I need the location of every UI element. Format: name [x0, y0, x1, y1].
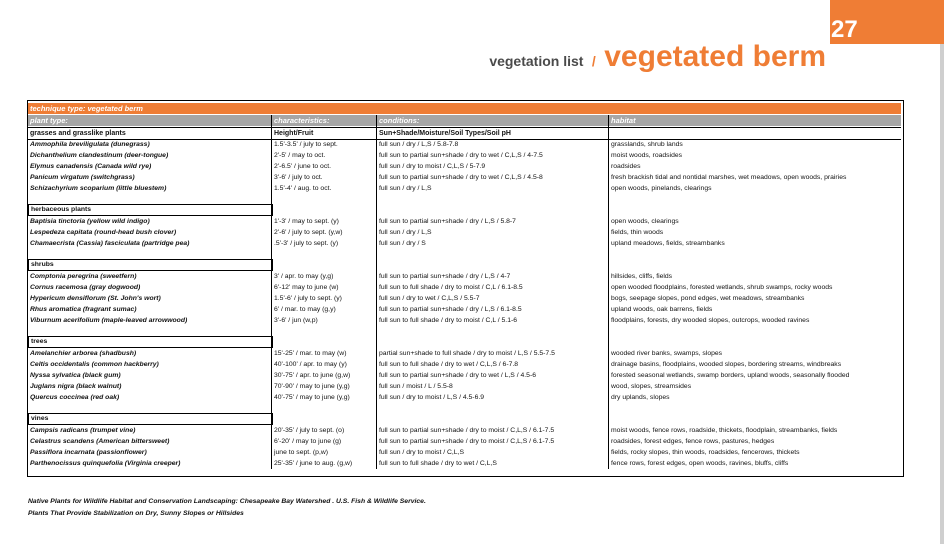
characteristics-cell: 6'-12' may to june (w)	[274, 284, 339, 291]
plant-name-cell: Schizachyrium scoparium (little bluestem)	[30, 185, 167, 192]
table-row	[28, 139, 901, 150]
characteristics-cell: 25'-35' / june to aug. (g,w)	[274, 460, 353, 467]
habitat-cell: roadsides	[611, 163, 641, 170]
plant-name-cell: Rhus aromatica (fragrant sumac)	[30, 306, 137, 313]
col-characteristics: characteristics:	[274, 116, 330, 125]
conditions-cell: full sun to partial sun+shade / dry to moist / C,L,S / 6.1-7.5	[379, 427, 555, 434]
conditions-cell: full sun / dry to moist / C,L,S / 5-7.9	[379, 163, 486, 170]
habitat-cell: wooded river banks, swamps, slopes	[611, 350, 723, 357]
characteristics-cell: june to sept. (p,w)	[274, 449, 329, 456]
characteristics-cell: 40'-75' / may to june (y,g)	[274, 394, 350, 401]
characteristics-cell: 6'-20' / may to june (g)	[274, 438, 342, 445]
conditions-cell: full sun / moist / L / 5.5-8	[379, 383, 453, 390]
conditions-cell: full sun to partial sun+shade / dry / L,S / 5.8-7	[379, 218, 516, 225]
plant-name-cell: Amelanchier arborea (shadbush)	[30, 350, 137, 357]
characteristics-cell: 1.5'-3.5' / july to sept.	[274, 141, 338, 148]
table-row	[28, 183, 901, 194]
plant-name-cell: Comptonia peregrina (sweetfern)	[30, 273, 137, 280]
habitat-cell: fresh brackish tidal and nontidal marshes, wet meadows, open woods, prairies	[611, 174, 847, 181]
page-number: 27	[831, 16, 858, 43]
conditions-cell: full sun to partial sun+shade / dry to moist / C,L,S / 6.1-7.5	[379, 438, 555, 445]
table-row	[28, 150, 901, 161]
conditions-cell: full sun to partial sun+shade / dry to wet / C,L,S / 4-7.5	[379, 152, 543, 159]
col-conditions: conditions:	[379, 116, 420, 125]
plant-name-cell: Parthenocissus quinquefolia (Virginia creeper)	[30, 460, 181, 467]
plant-name-cell: Dichanthelium clandestinum (deer-tongue)	[30, 152, 169, 159]
characteristics-cell: 3'-6' / july to oct.	[274, 174, 323, 181]
table-row	[28, 392, 901, 403]
column-header-row	[28, 115, 901, 126]
conditions-cell: full sun to full shade / dry to wet / C,L,S	[379, 460, 497, 467]
plant-name-cell: Hypericum densiflorum (St. John's wort)	[30, 295, 161, 302]
group-label-text: herbaceous plants	[31, 206, 92, 213]
characteristics-cell: 2'-6.5' / june to oct.	[274, 163, 332, 170]
footnote-caption: Plants That Provide Stabilization on Dry, Sunny Slopes or Hillsides	[28, 510, 244, 517]
plant-name-cell: Juglans nigra (black walnut)	[30, 383, 122, 390]
table-row	[28, 425, 901, 436]
habitat-cell: drainage basins, floodplains, wooded slopes, bordering streams, windbreaks	[611, 361, 842, 368]
habitat-cell: fence rows, forest edges, open woods, ravines, bluffs, cliffs	[611, 460, 789, 467]
subheader-group: grasses and grasslike plants	[30, 130, 126, 137]
group-label	[28, 413, 273, 425]
plant-name-cell: Lespedeza capitata (round-head bush clover)	[30, 229, 177, 236]
col-habitat: habitat	[611, 116, 636, 125]
conditions-cell: full sun / dry to wet / C,L,S / 5.5-7	[379, 295, 480, 302]
conditions-cell: full sun / dry / S	[379, 240, 426, 247]
section-label: vegetation list	[489, 53, 584, 69]
plant-name-cell: Panicum virgatum (switchgrass)	[30, 174, 135, 181]
conditions-cell: full sun / dry / L,S	[379, 229, 432, 236]
table-row	[28, 381, 901, 392]
habitat-cell: grasslands, shrub lands	[611, 141, 683, 148]
table-row	[28, 348, 901, 359]
conditions-cell: full sun / dry to moist / L,S / 4.5-6.9	[379, 394, 485, 401]
table-row	[28, 293, 901, 304]
group-label	[28, 204, 273, 216]
characteristics-cell: 30'-75' / apr. to june (g,w)	[274, 372, 351, 379]
habitat-cell: hillsides, cliffs, fields	[611, 273, 673, 280]
column-divider	[271, 115, 272, 469]
habitat-cell: roadsides, forest edges, fence rows, pastures, hedges	[611, 438, 775, 445]
habitat-cell: upland woods, oak barrens, fields	[611, 306, 713, 313]
table-row	[28, 172, 901, 183]
characteristics-cell: 1'-3' / may to sept. (y)	[274, 218, 339, 225]
conditions-cell: full sun to full shade / dry to moist / C,L / 6.1-8.5	[379, 284, 523, 291]
characteristics-cell: 40'-100' / apr. to may (y)	[274, 361, 347, 368]
conditions-cell: full sun / dry / L,S	[379, 185, 432, 192]
table-row	[28, 447, 901, 458]
title-main: vegetated berm	[604, 40, 826, 73]
characteristics-cell: 1.5'-6' / july to sept. (y)	[274, 295, 342, 302]
table-row	[28, 282, 901, 293]
plant-name-cell: Quercus coccinea (red oak)	[30, 394, 120, 401]
table-row	[28, 359, 901, 370]
habitat-cell: open woods, pinelands, clearings	[611, 185, 712, 192]
table-row	[28, 304, 901, 315]
plant-name-cell: Celastrus scandens (American bittersweet)	[30, 438, 170, 445]
conditions-cell: full sun / dry / L,S / 5.8-7.8	[379, 141, 459, 148]
plant-name-cell: Celtis occidentalis (common hackberry)	[30, 361, 159, 368]
habitat-cell: wood, slopes, streamsides	[611, 383, 692, 390]
plant-name-cell: Baptisia tinctoria (yellow wild indigo)	[30, 218, 150, 225]
plant-name-cell: Cornus racemosa (gray dogwood)	[30, 284, 141, 291]
column-divider	[376, 115, 377, 469]
table-row	[28, 458, 901, 469]
footnote-source: Native Plants for Wildlife Habitat and Conservation Landscaping: Chesapeake Bay Watershed . U.S. Fish & Wildlife Service.	[28, 498, 426, 505]
conditions-cell: full sun / dry to moist / C,L,S	[379, 449, 464, 456]
table-row	[28, 161, 901, 172]
table-row	[28, 315, 901, 326]
title-separator: /	[591, 53, 596, 69]
characteristics-cell: .5'-3' / july to sept. (y)	[274, 240, 339, 247]
habitat-cell: moist woods, roadsides	[611, 152, 683, 159]
subheader-conditions: Sun+Shade/Moisture/Soil Types/Soil pH	[379, 130, 511, 137]
conditions-cell: full sun to partial sun+shade / dry / L,S / 4-7	[379, 273, 511, 280]
conditions-cell: full sun to full shade / dry to wet / C,L,S / 6-7.8	[379, 361, 519, 368]
subheader-height: Height/Fruit	[274, 130, 314, 137]
page-title	[489, 40, 826, 74]
plant-name-cell: Viburnum acerifolium (maple-leaved arrowwood)	[30, 317, 188, 324]
technique-label: technique type: vegetated berm	[30, 104, 143, 113]
group-label-text: trees	[31, 338, 48, 345]
conditions-cell: full sun to partial sun+shade / dry to wet / C,L,S / 4.5-8	[379, 174, 543, 181]
group-label	[28, 336, 273, 348]
characteristics-cell: 15'-25' / mar. to may (w)	[274, 350, 347, 357]
characteristics-cell: 3' / apr. to may (y,g)	[274, 273, 334, 280]
habitat-cell: fields, rocky slopes, thin woods, roadsides, fencerows, thickets	[611, 449, 800, 456]
habitat-cell: bogs, seepage slopes, pond edges, wet meadows, streambanks	[611, 295, 805, 302]
table-row	[28, 238, 901, 249]
page-edge-shadow	[940, 44, 944, 544]
habitat-cell: dry uplands, slopes	[611, 394, 670, 401]
group-label-text: vines	[31, 415, 49, 422]
conditions-cell: full sun to full shade / dry to moist / C,L / 5.1-6	[379, 317, 518, 324]
plant-name-cell: Campsis radicans (trumpet vine)	[30, 427, 136, 434]
plant-name-cell: Elymus canadensis (Canada wild rye)	[30, 163, 152, 170]
habitat-cell: open woods, clearings	[611, 218, 679, 225]
characteristics-cell: 70'-90' / may to june (y,g)	[274, 383, 350, 390]
conditions-cell: partial sun+shade to full shade / dry to moist / L,S / 5.5-7.5	[379, 350, 555, 357]
conditions-cell: full sun to partial sun+shade / dry / L,S / 6.1-8.5	[379, 306, 522, 313]
conditions-cell: full sun to partial sun+shade / dry to wet / L,S / 4.5-6	[379, 372, 536, 379]
habitat-cell: floodplains, forests, dry wooded slopes, outcrops, wooded ravines	[611, 317, 810, 324]
habitat-cell: forested seasonal wetlands, swamp borders, upland woods, seasonally flooded	[611, 372, 850, 379]
column-divider	[608, 115, 609, 469]
habitat-cell: moist woods, fence rows, roadside, thickets, floodplain, streambanks, fields	[611, 427, 838, 434]
plant-name-cell: Nyssa sylvatica (black gum)	[30, 372, 121, 379]
table-row	[28, 436, 901, 447]
table-row	[28, 216, 901, 227]
characteristics-cell: 6' / mar. to may (g,y)	[274, 306, 336, 313]
technique-bar	[28, 103, 901, 114]
plant-name-cell: Chamaecrista (Cassia) fasciculata (partridge pea)	[30, 240, 190, 247]
characteristics-cell: 2'-6' / july to sept. (y,w)	[274, 229, 343, 236]
characteristics-cell: 3'-6' / jun (w,p)	[274, 317, 318, 324]
characteristics-cell: 2'-5' / may to oct.	[274, 152, 326, 159]
characteristics-cell: 1.5'-4' / aug. to oct.	[274, 185, 332, 192]
col-plant-type: plant type:	[30, 116, 68, 125]
table-row	[28, 271, 901, 282]
group-label	[28, 259, 273, 271]
plant-name-cell: Ammophila breviligulata (dunegrass)	[30, 141, 150, 148]
characteristics-cell: 20'-35' / july to sept. (o)	[274, 427, 345, 434]
table-row	[28, 370, 901, 381]
habitat-cell: upland meadows, fields, streambanks	[611, 240, 725, 247]
plant-name-cell: Passiflora incarnata (passionflower)	[30, 449, 147, 456]
group-label-text: shrubs	[31, 261, 54, 268]
habitat-cell: open wooded floodplains, forested wetlands, shrub swamps, rocky woods	[611, 284, 833, 291]
habitat-cell: fields, thin woods	[611, 229, 664, 236]
table-row	[28, 227, 901, 238]
